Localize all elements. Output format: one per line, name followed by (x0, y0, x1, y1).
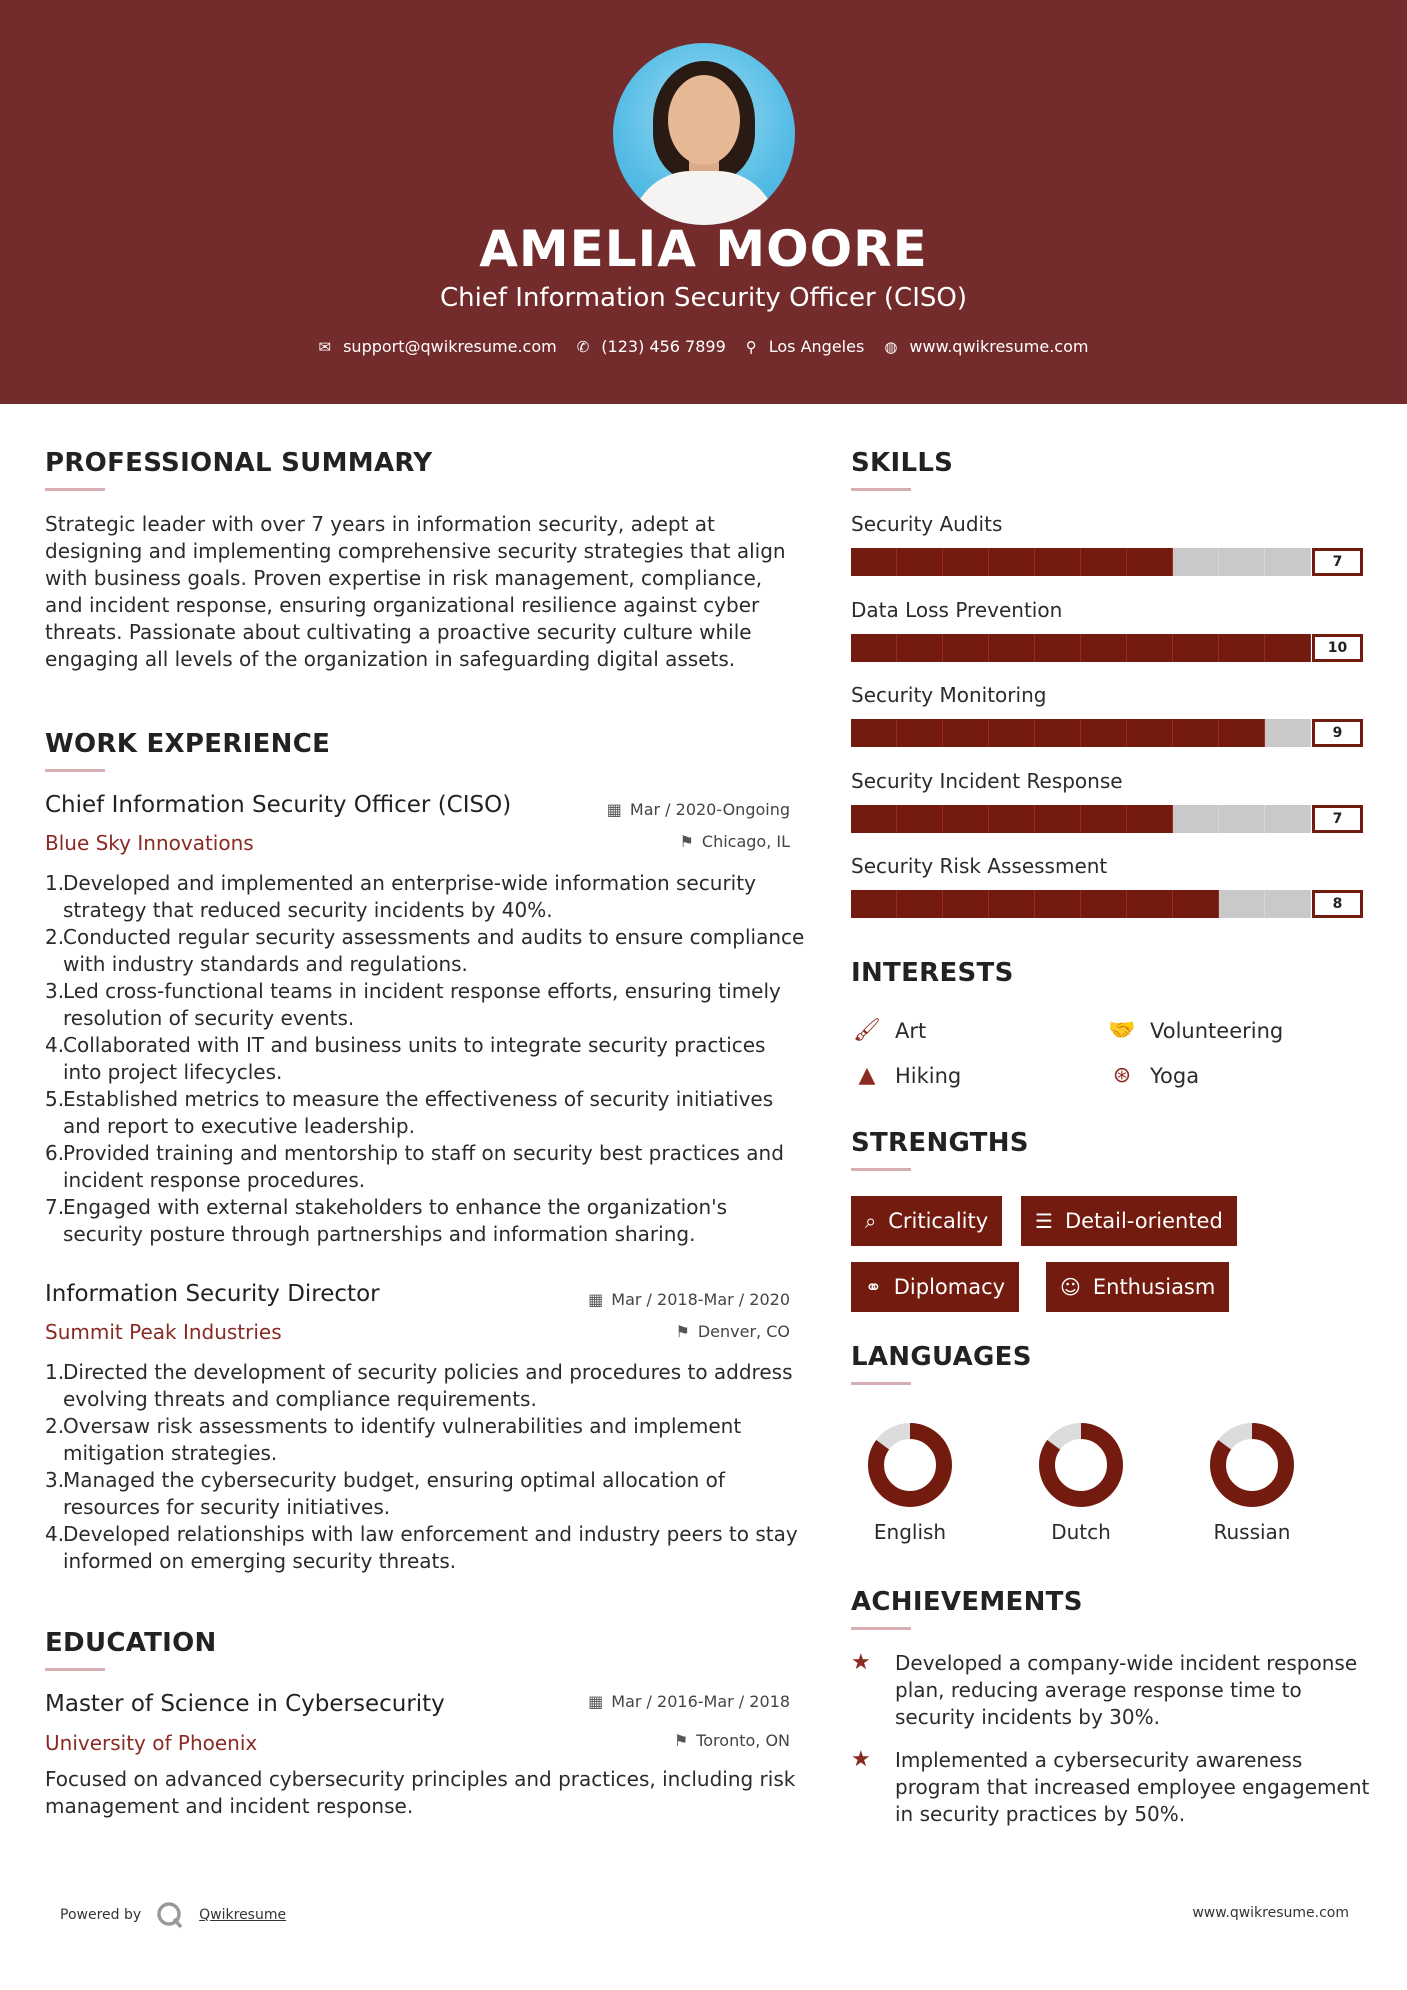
tree-icon: ▲ (858, 1063, 876, 1088)
job-company: Summit Peak Industries (45, 1320, 282, 1344)
footer-powered-by: Powered by Qwikresume (60, 1900, 286, 1930)
job-bullet: 1. Developed and implemented an enterprise-wide information security strategy that reduced security incidents by 40%. (45, 871, 756, 922)
skills-heading: SKILLS (851, 448, 954, 478)
job-location: ⚑ Chicago, IL (679, 832, 790, 851)
skill-bar-segment (1081, 634, 1127, 662)
lifebuoy-icon: ⊛ (1112, 1063, 1132, 1088)
skill-bar-segment (1265, 634, 1311, 662)
language-donut (1207, 1420, 1297, 1510)
skill-bar-segment (989, 634, 1035, 662)
skill-bar (851, 634, 1363, 662)
job-bullet: 3. Led cross-functional teams in incident response efforts, ensuring timely resolution of security events. (45, 979, 781, 1030)
skill-bar-segment (897, 805, 943, 833)
languages-underline (851, 1382, 911, 1385)
skill-bar-segment (1035, 805, 1081, 833)
skill-bar-segment (943, 548, 989, 576)
education-location: ⚑ Toronto, ON (673, 1731, 790, 1750)
contact-row (0, 337, 1407, 356)
qwikresume-logo-icon (155, 1900, 185, 1930)
interest-item: ⊛ Yoga (1106, 1063, 1199, 1088)
experience-heading: WORK EXPERIENCE (45, 729, 331, 759)
skill-bar-segment (851, 548, 897, 576)
skill-bar-segment (1035, 890, 1081, 918)
star-icon: ★ (851, 1747, 871, 1772)
language-donut (1036, 1420, 1126, 1510)
profile-photo (613, 43, 795, 225)
job-title: Chief Information Security Officer (CISO) (45, 792, 512, 818)
language-name: English (873, 1520, 947, 1544)
skill-bar-segment (989, 805, 1035, 833)
education-underline (45, 1668, 105, 1671)
skill-bar-segment (1219, 890, 1265, 918)
candidate-title: Chief Information Security Officer (CISO) (440, 283, 967, 313)
language-name: Dutch (1051, 1520, 1111, 1544)
skill-bar-segment (851, 719, 897, 747)
map-pin-icon: ⚲ (745, 337, 757, 356)
skill-bar-segment (1265, 548, 1311, 576)
school-name: University of Phoenix (45, 1731, 258, 1755)
skill-bar-segment (1173, 634, 1219, 662)
handshake-icon: ⚭ (865, 1275, 882, 1299)
job-bullet: 7. Engaged with external stakeholders to enhance the organization's security posture through partnerships and information sharing. (45, 1195, 728, 1246)
skill-bar-segment (1265, 890, 1311, 918)
skill-bar (851, 548, 1363, 576)
contact-location: Los Angeles (768, 337, 865, 356)
skill-bar-segment (1127, 805, 1173, 833)
footer-website[interactable]: www.qwikresume.com (1192, 1905, 1349, 1921)
experience-underline (45, 769, 105, 772)
language-item (1026, 1420, 1136, 1544)
job-bullets (45, 1359, 805, 1575)
skill-bar-segment (1219, 634, 1265, 662)
language-item (1197, 1420, 1307, 1544)
skill-level-badge: 7 (1312, 805, 1363, 833)
job-dates: ▦ Mar / 2018-Mar / 2020 (588, 1290, 790, 1309)
interest-item: 🖌 Art (851, 1018, 926, 1043)
interest-item: ▲ Hiking (851, 1063, 961, 1088)
skill-bar-segment (897, 890, 943, 918)
skill-bar (851, 805, 1363, 833)
globe-icon: ◍ (884, 337, 898, 356)
skill-bar-segment (897, 719, 943, 747)
skill-name: Security Monitoring (851, 683, 1047, 707)
footer-brand-link[interactable]: Qwikresume (199, 1907, 287, 1923)
achievement-item: ★ Implemented a cybersecurity awareness program that increased employee engagement in security practices by 50%. (851, 1747, 1370, 1826)
skill-bar-segment (1265, 805, 1311, 833)
contact-website[interactable]: www.qwikresume.com (909, 337, 1089, 356)
job-bullet: 3. Managed the cybersecurity budget, ensuring optimal allocation of resources for security initiatives. (45, 1468, 725, 1519)
skill-bar-segment (943, 719, 989, 747)
skill-level-badge: 7 (1312, 548, 1363, 576)
skill-bar-segment (1035, 634, 1081, 662)
star-icon: ★ (851, 1650, 871, 1675)
achievement-item: ★ Developed a company-wide incident response plan, reducing average response time to security incidents by 30%. (851, 1650, 1358, 1729)
smile-icon: ☺ (1060, 1275, 1081, 1299)
job-bullet: 6. Provided training and mentorship to staff on security best practices and incident response procedures. (45, 1141, 784, 1192)
skill-bar-segment (1081, 890, 1127, 918)
strength-chip: ⌕ Criticality (851, 1196, 1002, 1246)
header-banner (0, 0, 1407, 404)
degree-title: Master of Science in Cybersecurity (45, 1691, 445, 1717)
pin-icon: ⚑ (673, 1731, 689, 1750)
calendar-icon: ▦ (588, 1692, 604, 1711)
phone-icon: ✆ (576, 337, 590, 356)
job-company: Blue Sky Innovations (45, 831, 254, 855)
language-item (855, 1420, 965, 1544)
skill-bar-segment (989, 719, 1035, 747)
strength-chip: ☺ Enthusiasm (1046, 1262, 1229, 1312)
achievements-underline (851, 1627, 911, 1630)
skill-bar-segment (1173, 890, 1219, 918)
skill-bar-segment (1127, 890, 1173, 918)
job-bullet: 2. Oversaw risk assessments to identify vulnerabilities and implement mitigation strategies. (45, 1414, 742, 1465)
skill-bar-segment (1219, 805, 1265, 833)
summary-text: Strategic leader with over 7 years in information security, adept at designing and implementing comprehensive security strategies that align with business goals. Proven expertise in risk management, compliance, and incident response, ensuring organizational resilience against cyber threats. Passionate about cultivating a proactive security culture while engaging all levels of the organization in safeguarding digital assets. (45, 512, 786, 671)
skill-bar-segment (989, 548, 1035, 576)
skill-bar-segment (1173, 548, 1219, 576)
contact-email[interactable]: support@qwikresume.com (343, 337, 557, 356)
job-bullet: 1. Directed the development of security policies and procedures to address evolving threats and compliance requirements. (45, 1360, 793, 1411)
strengths-underline (851, 1168, 911, 1171)
skill-bar-segment (851, 805, 897, 833)
paintbrush-icon: 🖌 (853, 1018, 881, 1043)
skill-name: Security Risk Assessment (851, 854, 1108, 878)
skill-bar-segment (1219, 719, 1265, 747)
skill-name: Security Audits (851, 512, 1003, 536)
skill-bar-segment (1219, 548, 1265, 576)
languages-heading: LANGUAGES (851, 1342, 1032, 1372)
skill-bar-segment (943, 634, 989, 662)
skill-bar-segment (1081, 719, 1127, 747)
skill-bar-segment (851, 890, 897, 918)
skill-bar-segment (989, 890, 1035, 918)
job-bullet: 2. Conducted regular security assessments and audits to ensure compliance with industry standards and regulations. (45, 925, 805, 976)
skill-bar-segment (1173, 805, 1219, 833)
achievements-heading: ACHIEVEMENTS (851, 1587, 1083, 1617)
interests-heading: INTERESTS (851, 958, 1014, 988)
skill-bar-segment (897, 634, 943, 662)
education-heading: EDUCATION (45, 1628, 217, 1658)
search-icon: ⌕ (865, 1209, 877, 1233)
strength-chip: ⚭ Diplomacy (851, 1262, 1019, 1312)
strength-chip: ☰ Detail-oriented (1021, 1196, 1237, 1246)
skill-bar-segment (943, 805, 989, 833)
skill-name: Security Incident Response (851, 768, 1123, 793)
skill-name: Data Loss Prevention (851, 597, 1063, 622)
summary-underline (45, 488, 105, 491)
job-dates: ▦ Mar / 2020-Ongoing (606, 800, 790, 819)
calendar-icon: ▦ (588, 1290, 604, 1309)
education-description: Focused on advanced cybersecurity principles and practices, including risk management and incident response. (45, 1767, 796, 1818)
job-location: ⚑ Denver, CO (675, 1322, 790, 1341)
skill-level-badge: 9 (1312, 719, 1363, 747)
skill-bar-segment (1127, 548, 1173, 576)
skill-bar-segment (943, 890, 989, 918)
skill-bar-segment (1035, 548, 1081, 576)
skill-bar-segment (1127, 719, 1173, 747)
language-donut (865, 1420, 955, 1510)
job-bullet: 4. Collaborated with IT and business units to integrate security practices into project lifecycles. (45, 1033, 766, 1084)
skill-level-badge: 10 (1312, 634, 1363, 662)
skill-bar-segment (1173, 719, 1219, 747)
skill-bar (851, 890, 1363, 918)
skill-level-badge: 8 (1312, 890, 1363, 918)
candidate-name: AMELIA MOORE (479, 220, 928, 278)
list-icon: ☰ (1035, 1209, 1053, 1233)
skill-bar-segment (851, 634, 897, 662)
skill-bar-segment (1127, 634, 1173, 662)
skill-bar-segment (1081, 805, 1127, 833)
pin-icon: ⚑ (679, 832, 694, 851)
summary-heading: PROFESSIONAL SUMMARY (45, 448, 433, 478)
pin-icon: ⚑ (675, 1322, 690, 1341)
skill-bar (851, 719, 1363, 747)
language-name: Russian (1213, 1520, 1291, 1544)
contact-phone[interactable]: (123) 456 7899 (601, 337, 726, 356)
job-title: Information Security Director (45, 1281, 380, 1307)
skill-bar-segment (897, 548, 943, 576)
strengths-heading: STRENGTHS (851, 1128, 1029, 1158)
skill-bar-segment (1081, 548, 1127, 576)
skill-bar-segment (1035, 719, 1081, 747)
interest-item: 🤝 Volunteering (1106, 1018, 1283, 1043)
email-icon: ✉ (318, 337, 332, 356)
skill-bar-segment (1265, 719, 1311, 747)
skills-underline (851, 488, 911, 491)
education-dates: ▦ Mar / 2016-Mar / 2018 (588, 1692, 790, 1711)
job-bullet: 4. Developed relationships with law enforcement and industry peers to stay informed on emerging security threats. (45, 1522, 798, 1573)
job-bullet: 5. Established metrics to measure the effectiveness of security initiatives and report to executive leadership. (45, 1087, 774, 1138)
calendar-icon: ▦ (606, 800, 622, 819)
job-bullets (45, 870, 805, 1248)
handshake-icon: 🤝 (1108, 1018, 1136, 1043)
